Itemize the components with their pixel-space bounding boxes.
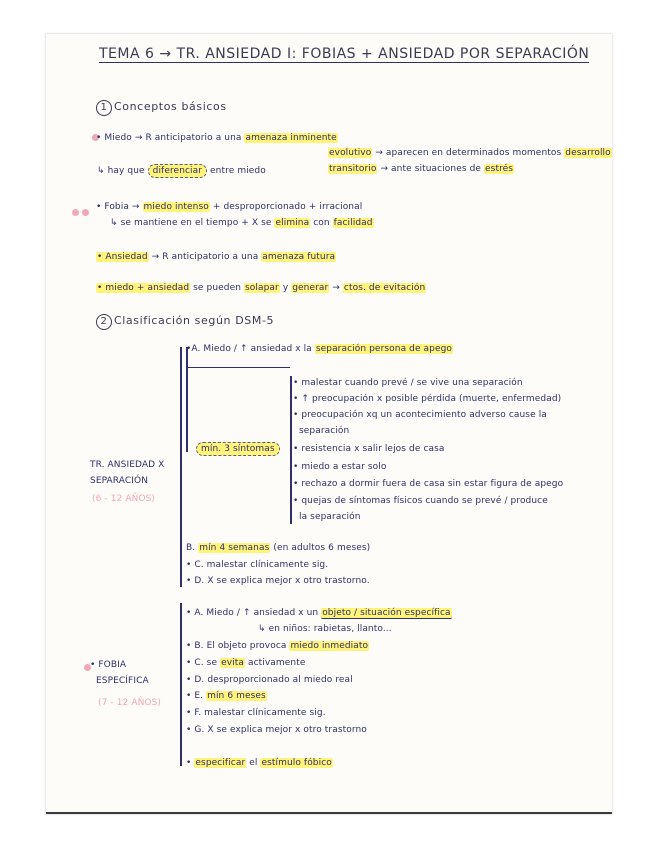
highlight: estímulo fóbico	[261, 758, 332, 768]
highlight: amenaza inminente	[245, 133, 337, 143]
concept-solapar	[96, 283, 426, 293]
highlight: desarrollo	[565, 148, 611, 158]
text: •A. Miedo / ↑ ansiedad x la	[186, 344, 312, 354]
highlight: miedo inmediato	[290, 641, 369, 651]
concept-miedo	[96, 133, 338, 143]
highlight: mín 4 semanas	[199, 543, 270, 553]
criterion-b-separacion	[186, 543, 370, 553]
highlight: generar	[292, 283, 329, 293]
highlight: amenaza futura	[262, 252, 336, 262]
highlight: mín 6 meses	[207, 691, 266, 701]
symptom-line: • malestar cuando prevé / se vive una separación	[293, 378, 523, 388]
text: • Fobia →	[96, 202, 140, 212]
text: B.	[186, 543, 196, 553]
criterion-d-fobia: • D. desproporcionado al miedo real	[186, 675, 353, 685]
text: → ante situaciones de	[380, 164, 482, 174]
text: ↳ se mantiene en el tiempo + X se	[110, 218, 272, 228]
highlight: estrés	[485, 164, 514, 174]
concept-fobia	[96, 202, 362, 212]
pink-marker-dot	[72, 209, 79, 216]
text: y	[282, 283, 289, 293]
symptom-line: • miedo a estar solo	[293, 462, 387, 472]
page-title: TEMA 6 → TR. ANSIEDAD I: FOBIAS + ANSIEDAD POR SEPARACIÓN	[99, 46, 590, 62]
criterion-f-fobia: • F. malestar clínicamente sig.	[186, 708, 326, 718]
min-sintomas	[196, 444, 280, 454]
age-range-fobia: (7 - 12 AÑOS)	[98, 698, 162, 708]
text: se pueden	[193, 283, 242, 293]
pink-marker-dot	[82, 209, 89, 216]
section-label: Conceptos básicos	[114, 100, 227, 113]
highlight: evolutivo	[329, 148, 372, 158]
symptom-line: • preocupación xq un acontecimiento adverso cause la	[293, 410, 547, 420]
text: entre miedo	[210, 166, 266, 176]
section-2-heading	[96, 314, 274, 330]
concept-ansiedad	[96, 252, 336, 262]
highlight: diferenciar	[148, 164, 207, 178]
text: activamente	[247, 658, 306, 668]
section-1-heading	[96, 100, 227, 116]
text: con	[313, 218, 330, 228]
highlight: elimina	[275, 218, 310, 228]
text: → aparecen en determinados momentos	[375, 148, 562, 158]
text: (en adultos 6 meses)	[273, 543, 371, 553]
symptom-line: • rechazo a dormir fuera de casa sin estar figura de apego	[293, 479, 564, 489]
highlight: mín. 3 síntomas	[196, 442, 280, 456]
concept-fobia-detail	[110, 218, 374, 228]
highlight: miedo intenso	[143, 202, 209, 212]
bracket-fobia	[180, 603, 182, 766]
symptom-line: • resistencia x salir lejos de casa	[293, 444, 445, 454]
criterion-b-fobia	[186, 641, 369, 651]
label-tr-ansiedad: TR. ANSIEDAD X	[90, 460, 165, 470]
highlight: • Ansiedad	[97, 252, 148, 262]
criterion-c-fobia	[186, 658, 305, 668]
highlight: especificar	[195, 758, 246, 768]
criterion-a-separacion	[186, 344, 453, 354]
label-fobia: • FOBIA	[90, 660, 127, 670]
connector-line	[186, 367, 290, 368]
symptom-line: separación	[299, 426, 350, 436]
symptom-line: • ↑ preocupación x posible pérdida (muerte, enfermedad)	[293, 394, 562, 404]
concept-diferenciar	[97, 166, 266, 176]
text: ↳ hay que	[97, 166, 145, 176]
symptom-line: • quejas de síntomas físicos cuando se prevé / produce	[293, 496, 548, 506]
text: • Miedo → R anticipatorio a una	[96, 133, 242, 143]
concept-transitorio	[328, 164, 514, 174]
text: →	[332, 283, 340, 293]
bracket-sintomas	[290, 376, 292, 524]
text: + desproporcionado + irracional	[212, 202, 363, 212]
criterion-e-fobia	[186, 691, 267, 701]
criterion-a-fobia-note: ↳ en niños: rabietas, llanto...	[258, 624, 392, 634]
highlight: separación persona de apego	[315, 344, 453, 354]
section-label: Clasificación según DSM-5	[114, 314, 275, 327]
concept-evolutivo	[328, 148, 612, 158]
text: • E.	[186, 691, 204, 701]
label-separacion: SEPARACIÓN	[90, 476, 149, 486]
symptom-line: la separación	[299, 512, 361, 522]
criterion-a-fobia	[186, 608, 452, 618]
highlight: evita	[221, 658, 244, 668]
highlight: objeto / situación específica	[322, 608, 451, 618]
highlight: facilidad	[333, 218, 373, 228]
section-number: 2	[96, 314, 112, 330]
text: •	[186, 758, 192, 768]
text: • C. se	[186, 658, 218, 668]
especificar-estimulo	[186, 758, 333, 768]
label-especifica: ESPECÍFICA	[96, 676, 149, 686]
criterion-c-separacion: • C. malestar clínicamente sig.	[186, 560, 329, 570]
section-number: 1	[96, 100, 112, 116]
highlight: • miedo + ansiedad	[97, 283, 190, 293]
age-range-separacion: (6 - 12 AÑOS)	[92, 494, 156, 504]
bracket-separacion	[180, 347, 182, 587]
text: → R anticipatorio a una	[151, 252, 259, 262]
criterion-d-separacion: • D. X se explica mejor x otro trastorno.	[186, 576, 370, 586]
text: el	[249, 758, 258, 768]
bracket-inner	[186, 347, 188, 452]
highlight: ctos. de evitación	[343, 283, 426, 293]
highlight: solapar	[245, 283, 279, 293]
criterion-g-fobia: • G. X se explica mejor x otro trastorno	[186, 725, 367, 735]
text: • B. El objeto provoca	[186, 641, 287, 651]
highlight: transitorio	[329, 164, 377, 174]
text: • A. Miedo / ↑ ansiedad x un	[186, 608, 319, 618]
